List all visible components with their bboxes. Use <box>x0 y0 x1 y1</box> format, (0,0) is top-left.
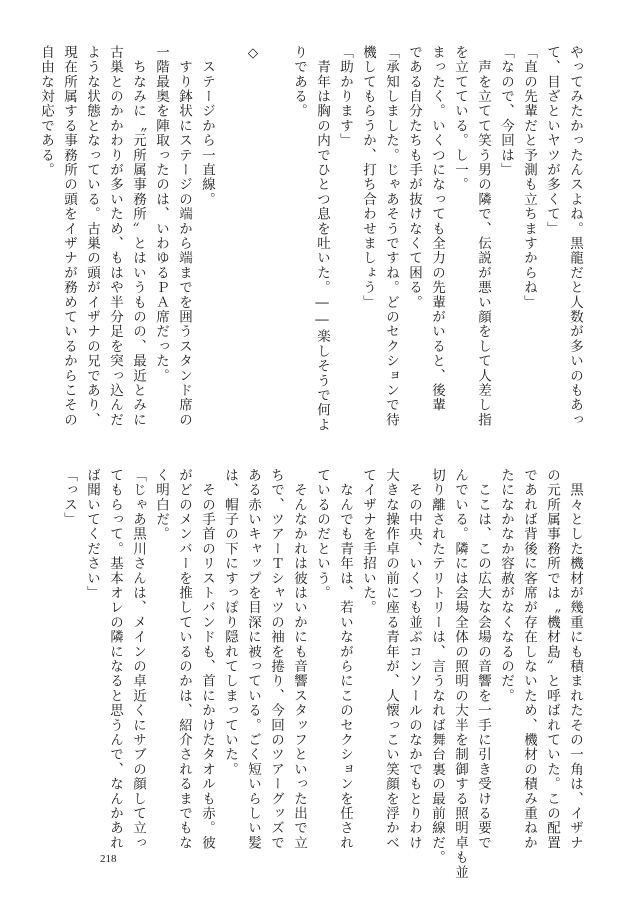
text-line: その中央、いくつも並ぶコンソールのなかでもとりわけ <box>406 468 422 851</box>
text-line: がどのメンバーを推しているのかは、紹介されるまでもな <box>176 468 192 851</box>
page-number: 218 <box>100 853 117 865</box>
text-line: ここは、この広大な会場の音響を一手に引き受ける要で <box>475 468 491 851</box>
text-line: 古巣とのかかわりが多いため、もはや半分足を突っ込んだ <box>107 45 123 428</box>
text-line: すり鉢状にステージの端から端までを囲うスタンド席の <box>176 45 192 428</box>
text-line: 「なので、今回は」 <box>498 45 514 178</box>
text-line: ているのだという。 <box>314 468 330 601</box>
text-line: 「直の先輩だと予測も立ちますからね」 <box>521 45 537 310</box>
text-line <box>264 45 287 405</box>
text-line: なんでも青年は、若いながらにこのセクションを任され <box>337 468 353 851</box>
text-line: りである。 <box>291 45 307 119</box>
text-line: である自分たちも手が抜けなくて困る。 <box>406 45 422 310</box>
text-line: ある赤いキャップを目深に被っている。ごく短いらしい髪 <box>245 468 261 851</box>
text-line: んでいる。隣には会場全体の照明の大半を制御する照明卓も並 <box>452 468 468 880</box>
text-line: 一階最奥を陣取ったのは、いわゆるＰＡ席だった。 <box>153 45 169 384</box>
text-line: は、帽子の下にすっぽり隠れてしまっていた。 <box>222 468 238 777</box>
text-line: 青年は胸の内でひとつ息を吐いた。――楽しそうで何よ <box>314 45 330 433</box>
text-line: 自由な対応である。 <box>38 45 54 178</box>
text-line: 切り離されたテリトリーは、言うなれば舞台裏の最前線だ。 <box>429 468 445 865</box>
text-line: 「じゃあ黒川さんは、メインの卓近くにサブの顔して立っ <box>130 468 146 851</box>
text-line: てもらって。基本オレの隣になると思うんで、なんかあれ <box>107 468 123 851</box>
text-line: を立てている。し一。 <box>452 45 468 192</box>
text-line: やってみたかったんスよね。黒龍だと人数が多いのもあっ <box>567 45 583 428</box>
text-line: ちなみに〝元所属事務所〟とはいうものの、最近とみに <box>130 45 146 428</box>
text-line: 現在所属する事務所の頭をイザナが務めているからこその <box>61 45 77 428</box>
text-line: て、目ざといヤツが多くて」 <box>544 45 560 237</box>
text-line: ◇ <box>245 45 261 63</box>
text-line: 大きな操作卓の前に座る青年が、人懐っこい笑顔を浮かべ <box>383 468 399 851</box>
text-line: その手首のリストバンドも、首にかけたタオルも赤。彼 <box>199 468 215 851</box>
text-line: たになかなか容赦がなくなるのだ。 <box>498 468 514 704</box>
text-line: 「助かります」 <box>337 45 353 148</box>
text-line: てイザナを手招いた。 <box>360 468 376 615</box>
text-line: 機してもらうか、打ち合わせましょう」 <box>360 45 376 310</box>
text-line: ちで、ツアーＴシャツの袖を捲り、今回のツアーグッズで <box>268 468 284 851</box>
text-line: く明白だ。 <box>153 468 169 542</box>
top-text-block <box>34 45 586 433</box>
text-line: 「っス」 <box>61 468 77 527</box>
text-line: の元所属事務所では〝機材島〟と呼ばれていた。この配置 <box>544 468 560 851</box>
text-line: 「承知しました。じゃあそうですね。どのセクションで待 <box>383 45 399 428</box>
text-line <box>218 45 241 405</box>
text-line: まったく。いくつになっても全力の先輩がいると、後輩 <box>429 45 445 413</box>
text-line: 黒々とした機材が幾重にも積まれたその一角は、イザナ <box>567 468 583 851</box>
text-line: ような状態となっている。古巣の頭がイザナの兄であり、 <box>84 45 100 428</box>
text-line: であれば背後に客席が存在しないため、機材の積み重ねか <box>521 468 537 851</box>
text-line: ば聞いてください」 <box>84 468 100 601</box>
text-line: ステージから一直線。 <box>199 45 215 207</box>
text-line: そんなかれは彼はいかにも音響スタッフといった出で立 <box>291 468 307 851</box>
text-line: 声を立てて笑う男の隣で、伝説が悪い顔をして人差し指 <box>475 45 491 428</box>
